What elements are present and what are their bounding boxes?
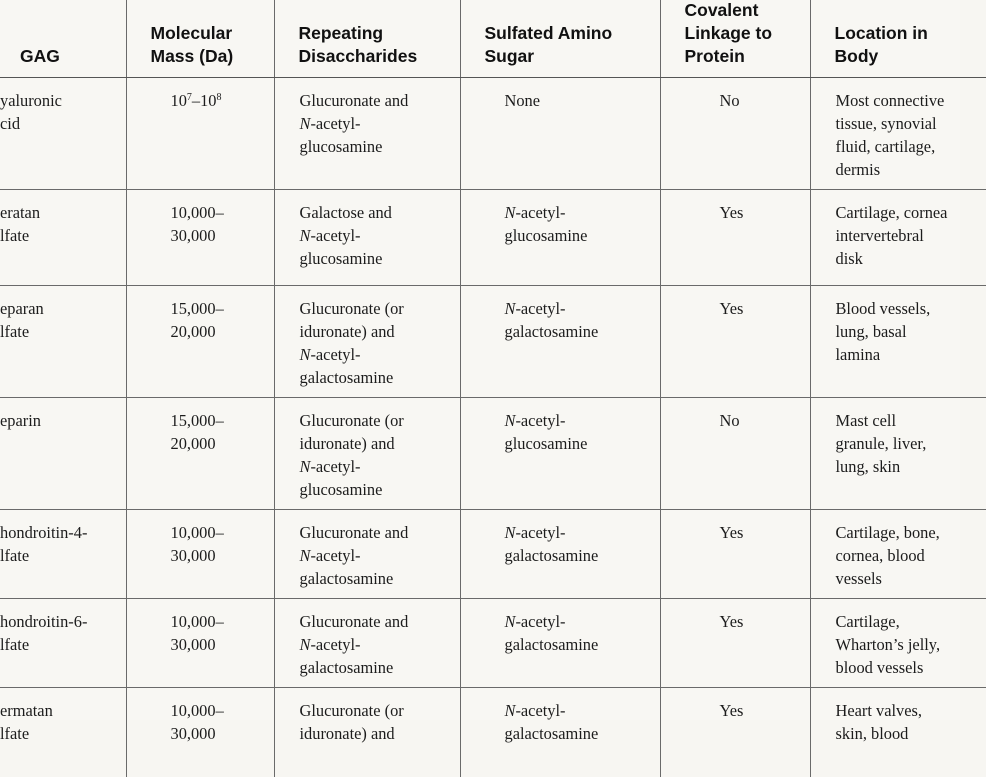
cell-text: N-acetyl- (505, 297, 654, 320)
header-repeating-disaccharides (274, 0, 460, 78)
cell-mass (126, 286, 274, 398)
cell-text: galactosamine (300, 366, 454, 389)
cell-text: glucosamine (300, 247, 454, 270)
cell-gag (0, 190, 126, 286)
cell-text: lung, basal (836, 320, 981, 343)
cell-text (171, 89, 268, 112)
cell-text: eratan (0, 201, 120, 224)
cell-text: granule, liver, (836, 432, 981, 455)
cell-location (810, 190, 986, 286)
cell-repeating (274, 78, 460, 190)
cell-text: lamina (836, 343, 981, 366)
table-row (0, 286, 986, 398)
cell-gag (0, 398, 126, 510)
cell-text: N-acetyl- (505, 699, 654, 722)
cell-text: lfate (0, 320, 120, 343)
cell-gag (0, 78, 126, 190)
header-text: Covalent (685, 0, 804, 22)
header-row (0, 0, 986, 78)
header-text: Sulfated Amino (485, 22, 654, 45)
cell-text: Cartilage, cornea (836, 201, 981, 224)
italic-n: N (300, 635, 311, 654)
header-text: Disaccharides (299, 45, 454, 68)
header-gag-text: GAG (20, 45, 120, 68)
cell-mass (126, 190, 274, 286)
cell-text: lfate (0, 633, 120, 656)
cell-text: lfate (0, 224, 120, 247)
cell-text: 15,000– (171, 297, 268, 320)
header-location-in-body (810, 0, 986, 78)
cell-text: galactosamine (505, 544, 654, 567)
cell-text: glucosamine (300, 135, 454, 158)
cell-text: disk (836, 247, 981, 270)
cell-mass (126, 398, 274, 510)
cell-text: No (720, 409, 804, 432)
cell-text: N-acetyl- (505, 521, 654, 544)
mass-exponent: 8 (216, 92, 221, 103)
cell-text: 10,000– (171, 201, 268, 224)
cell-text: N-acetyl- (505, 610, 654, 633)
italic-n: N (300, 226, 311, 245)
mass-base: 10 (200, 91, 216, 110)
cell-text: Yes (720, 521, 804, 544)
cell-repeating (274, 688, 460, 777)
cell-text: Glucuronate (or (300, 297, 454, 320)
header-text: Protein (685, 45, 804, 68)
cell-text: tissue, synovial (836, 112, 981, 135)
cell-repeating (274, 190, 460, 286)
cell-text: iduronate) and (300, 320, 454, 343)
cell-text: galactosamine (505, 320, 654, 343)
cell-text: Yes (720, 297, 804, 320)
cell-text: Galactose and (300, 201, 454, 224)
italic-n: N (300, 457, 311, 476)
cell-text: N-acetyl- (300, 544, 454, 567)
table-row (0, 599, 986, 688)
cell-covalent (660, 286, 810, 398)
cell-covalent (660, 510, 810, 599)
cell-text: Cartilage, bone, (836, 521, 981, 544)
cell-text: 30,000 (171, 544, 268, 567)
cell-text: N-acetyl- (300, 633, 454, 656)
table-row (0, 688, 986, 777)
cell-text: Heart valves, (836, 699, 981, 722)
cell-text: hondroitin-4- (0, 521, 120, 544)
cell-text: blood vessels (836, 656, 981, 679)
cell-text: lung, skin (836, 455, 981, 478)
italic-n: N (505, 701, 516, 720)
cell-text: vessels (836, 567, 981, 590)
cell-text: Blood vessels, (836, 297, 981, 320)
cell-text: iduronate) and (300, 432, 454, 455)
cell-text: lfate (0, 722, 120, 745)
italic-n: N (300, 114, 311, 133)
cell-text: Glucuronate and (300, 521, 454, 544)
cell-text: N-acetyl- (300, 343, 454, 366)
cell-location (810, 688, 986, 777)
mass-base: 10 (171, 91, 187, 110)
cell-covalent (660, 599, 810, 688)
header-text: Linkage to (685, 22, 804, 45)
table-row (0, 398, 986, 510)
cell-sulfated (460, 510, 660, 599)
cell-text: Most connective (836, 89, 981, 112)
cell-text: glucosamine (300, 478, 454, 501)
cell-text: skin, blood (836, 722, 981, 745)
header-text: Body (835, 45, 981, 68)
header-text: Sugar (485, 45, 654, 68)
cell-text: galactosamine (300, 656, 454, 679)
header-covalent-linkage (660, 0, 810, 78)
cell-text: hondroitin-6- (0, 610, 120, 633)
italic-n: N (300, 546, 311, 565)
cell-mass (126, 688, 274, 777)
cell-text: Yes (720, 699, 804, 722)
cell-text: ermatan (0, 699, 120, 722)
cell-text: 10,000– (171, 610, 268, 633)
cell-text: N-acetyl- (300, 224, 454, 247)
cell-gag (0, 510, 126, 599)
italic-n: N (505, 612, 516, 631)
cell-sulfated (460, 190, 660, 286)
cell-text: Glucuronate (or (300, 699, 454, 722)
cell-text: Cartilage, (836, 610, 981, 633)
cell-repeating (274, 599, 460, 688)
header-sulfated-amino-sugar (460, 0, 660, 78)
cell-text: 30,000 (171, 722, 268, 745)
cell-text: N-acetyl- (300, 455, 454, 478)
cell-text: eparan (0, 297, 120, 320)
cell-covalent (660, 688, 810, 777)
cell-text: Glucuronate (or (300, 409, 454, 432)
header-gag (0, 0, 126, 78)
cell-text: None (505, 89, 654, 112)
cell-text: lfate (0, 544, 120, 567)
cell-repeating (274, 286, 460, 398)
cell-sulfated (460, 398, 660, 510)
cell-text: N-acetyl- (505, 201, 654, 224)
cell-sulfated (460, 688, 660, 777)
cell-text: galactosamine (505, 633, 654, 656)
cell-mass (126, 510, 274, 599)
cell-sulfated (460, 286, 660, 398)
cell-covalent (660, 190, 810, 286)
header-text: Molecular (151, 22, 268, 45)
italic-n: N (300, 345, 311, 364)
cell-mass (126, 78, 274, 190)
table-row (0, 78, 986, 190)
cell-repeating (274, 510, 460, 599)
cell-text: Yes (720, 201, 804, 224)
cell-text: 20,000 (171, 432, 268, 455)
cell-text: yaluronic (0, 89, 120, 112)
cell-text: 20,000 (171, 320, 268, 343)
cell-sulfated (460, 599, 660, 688)
cell-text: iduronate) and (300, 722, 454, 745)
cell-gag (0, 688, 126, 777)
cell-text: Glucuronate and (300, 89, 454, 112)
cell-text: glucosamine (505, 432, 654, 455)
cell-text: Mast cell (836, 409, 981, 432)
cell-text: 15,000– (171, 409, 268, 432)
cell-text: intervertebral (836, 224, 981, 247)
cell-location (810, 599, 986, 688)
cell-text: N-acetyl- (300, 112, 454, 135)
cell-text: No (720, 89, 804, 112)
mass-dash: – (192, 91, 200, 110)
cell-text: Yes (720, 610, 804, 633)
cell-location (810, 286, 986, 398)
cell-text: dermis (836, 158, 981, 181)
cell-mass (126, 599, 274, 688)
cell-text: Wharton’s jelly, (836, 633, 981, 656)
cell-text: fluid, cartilage, (836, 135, 981, 158)
cell-location (810, 398, 986, 510)
mass-exponent: 7 (187, 92, 192, 103)
table-row (0, 190, 986, 286)
cell-text: 10,000– (171, 521, 268, 544)
cell-text: 30,000 (171, 224, 268, 247)
cell-repeating (274, 398, 460, 510)
cell-text: Glucuronate and (300, 610, 454, 633)
header-molecular-mass (126, 0, 274, 78)
cell-sulfated (460, 78, 660, 190)
header-text: Repeating (299, 22, 454, 45)
italic-n: N (505, 523, 516, 542)
table-row (0, 510, 986, 599)
italic-n: N (505, 411, 516, 430)
cell-text: eparin (0, 409, 120, 432)
cell-covalent (660, 398, 810, 510)
cell-text: cornea, blood (836, 544, 981, 567)
cell-gag (0, 286, 126, 398)
cell-gag (0, 599, 126, 688)
italic-n: N (505, 299, 516, 318)
cell-text: cid (0, 112, 120, 135)
header-text: Mass (Da) (151, 45, 268, 68)
cell-text: N-acetyl- (505, 409, 654, 432)
cell-location (810, 78, 986, 190)
italic-n: N (505, 203, 516, 222)
cell-location (810, 510, 986, 599)
cell-covalent (660, 78, 810, 190)
cell-text: 30,000 (171, 633, 268, 656)
cell-text: galactosamine (505, 722, 654, 745)
header-text: Location in (835, 22, 981, 45)
cell-text: galactosamine (300, 567, 454, 590)
cell-text: 10,000– (171, 699, 268, 722)
cell-text: glucosamine (505, 224, 654, 247)
